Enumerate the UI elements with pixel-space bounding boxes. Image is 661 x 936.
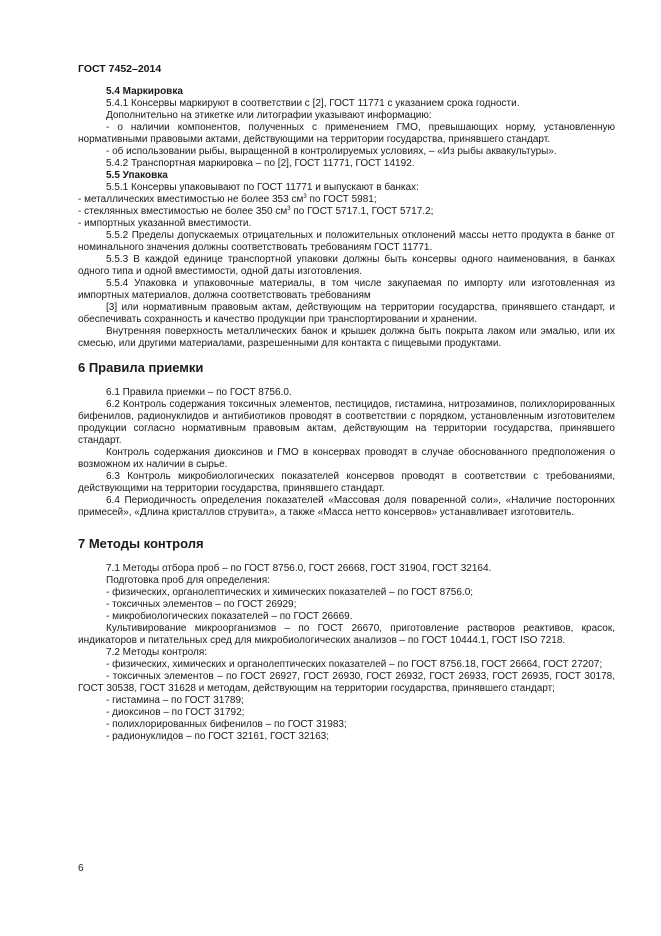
paragraph: 5.4.2 Транспортная маркировка – по [2], ГОСТ 11771, ГОСТ 14192. <box>106 158 415 169</box>
paragraph: [3] или нормативным правовым актам, действующим на территории государства, принявшего стандарт, и обеспечивать сохранность и качество продукции при транспортировании и хранении. <box>78 302 615 325</box>
paragraph: 5.5.1 Консервы упаковывают по ГОСТ 11771 и выпускают в банках: <box>106 182 419 193</box>
document-header: ГОСТ 7452–2014 <box>78 63 162 75</box>
paragraph: Культивирование микроорганизмов – по ГОСТ 26670, приготовление растворов реактивов, красок, индикаторов и питательных сред для микробиологических анализов – по ГОСТ 10444.1, ГОСТ ISO 7218. <box>78 623 615 646</box>
paragraph: - токсичных элементов – по ГОСТ 26929; <box>106 599 297 610</box>
text-span: по ГОСТ 5981; <box>306 194 377 205</box>
paragraph: 5.4.1 Консервы маркируют в соответствии с [2], ГОСТ 11771 с указанием срока годности. <box>106 98 520 109</box>
paragraph: - радионуклидов – по ГОСТ 32161, ГОСТ 32163; <box>106 731 329 742</box>
paragraph: Подготовка проб для определения: <box>106 575 270 586</box>
paragraph: 7.2 Методы контроля: <box>106 647 208 658</box>
paragraph: Контроль содержания диоксинов и ГМО в консервах проводят в случае обоснованного предположения о возможном их наличии в сырье. <box>78 447 615 470</box>
page-number: 6 <box>78 863 84 874</box>
paragraph <box>78 194 615 206</box>
superscript: 3 <box>303 194 307 200</box>
paragraph: - токсичных элементов – по ГОСТ 26927, ГОСТ 26930, ГОСТ 26932, ГОСТ 26933, ГОСТ 26935, ГОСТ 30178, ГОСТ 30538, ГОСТ 31628 и методам, действующим на территории государства, принявшего стандарт; <box>78 671 615 694</box>
paragraph: - микробиологических показателей – по ГОСТ 26669. <box>106 611 353 622</box>
paragraph: Внутренняя поверхность металлических банок и крышек должна быть покрыта лаком или эмалью, или их смесью, или другими материалами, разрешенными для контакта с пищевыми продуктами. <box>78 326 615 349</box>
paragraph: Дополнительно на этикетке или литографии указывают информацию: <box>106 110 432 121</box>
paragraph: 6.1 Правила приемки – по ГОСТ 8756.0. <box>106 387 292 398</box>
paragraph: 5.5.4 Упаковка и упаковочные материалы, в том числе закупаемая по импорту или изготовленная из импортных материалов, должна соответствовать требованиям <box>78 278 615 301</box>
paragraph: - полихлорированных бифенилов – по ГОСТ 31983; <box>106 719 347 730</box>
superscript: 3 <box>287 206 291 212</box>
section-5-4-title: 5.4 Маркировка <box>106 86 183 97</box>
paragraph: - гистамина – по ГОСТ 31789; <box>106 695 244 706</box>
paragraph: 6.3 Контроль микробиологических показателей консервов проводят в соответствии с требованиями, действующими на территории государства, принявшего стандарт. <box>78 471 615 494</box>
paragraph: - физических, химических и органолептических показателей – по ГОСТ 8756.18, ГОСТ 26664, ГОСТ 27207; <box>106 659 603 670</box>
paragraph: - физических, органолептических и химических показателей – по ГОСТ 8756.0; <box>106 587 474 598</box>
paragraph: 5.5.3 В каждой единице транспортной упаковки должны быть консервы одного наименования, в банках одного типа и одной вместимости, одной даты изготовления. <box>78 254 615 277</box>
section-6-title: 6 Правила приемки <box>78 360 204 375</box>
document-body <box>78 86 615 743</box>
paragraph: - об использовании рыбы, выращенной в контролируемых условиях, – «Из рыбы аквакультуры». <box>106 146 557 157</box>
paragraph: 6.2 Контроль содержания токсичных элементов, пестицидов, гистамина, нитрозаминов, полихлорированных бифенилов, радионуклидов и антибиотиков проводят в соответствии с порядком, установленным изготовителем продукции согласно нормативным правовым актам, действующим на территории государства, принявшего стандарт. <box>78 399 615 446</box>
paragraph: 7.1 Методы отбора проб – по ГОСТ 8756.0, ГОСТ 26668, ГОСТ 31904, ГОСТ 32164. <box>106 563 492 574</box>
section-5-5-title: 5.5 Упаковка <box>106 170 168 181</box>
section-7-title: 7 Методы контроля <box>78 536 204 551</box>
paragraph: - импортных указанной вместимости. <box>78 218 252 229</box>
text-span: - стеклянных вместимостью не более 350 см <box>78 206 288 217</box>
paragraph: 5.5.2 Пределы допускаемых отрицательных и положительных отклонений массы нетто продукта в банке от номинального значения должны соответствовать требованиям ГОСТ 11771. <box>78 230 615 253</box>
paragraph: - диоксинов – по ГОСТ 31792; <box>106 707 245 718</box>
paragraph: 6.4 Периодичность определения показателей «Массовая доля поваренной соли», «Наличие посторонних примесей», «Длина кристаллов струвита», а также «Масса нетто консервов» устанавливает изготовитель. <box>78 495 615 518</box>
text-span: - металлических вместимостью не более 353 см <box>78 194 304 205</box>
text-span: по ГОСТ 5717.1, ГОСТ 5717.2; <box>290 206 434 217</box>
paragraph <box>78 206 615 218</box>
paragraph: - о наличии компонентов, полученных с применением ГМО, превышающих норму, установленную нормативными правовыми актами, действующими на территории государства, принявшего стандарт. <box>78 122 615 145</box>
